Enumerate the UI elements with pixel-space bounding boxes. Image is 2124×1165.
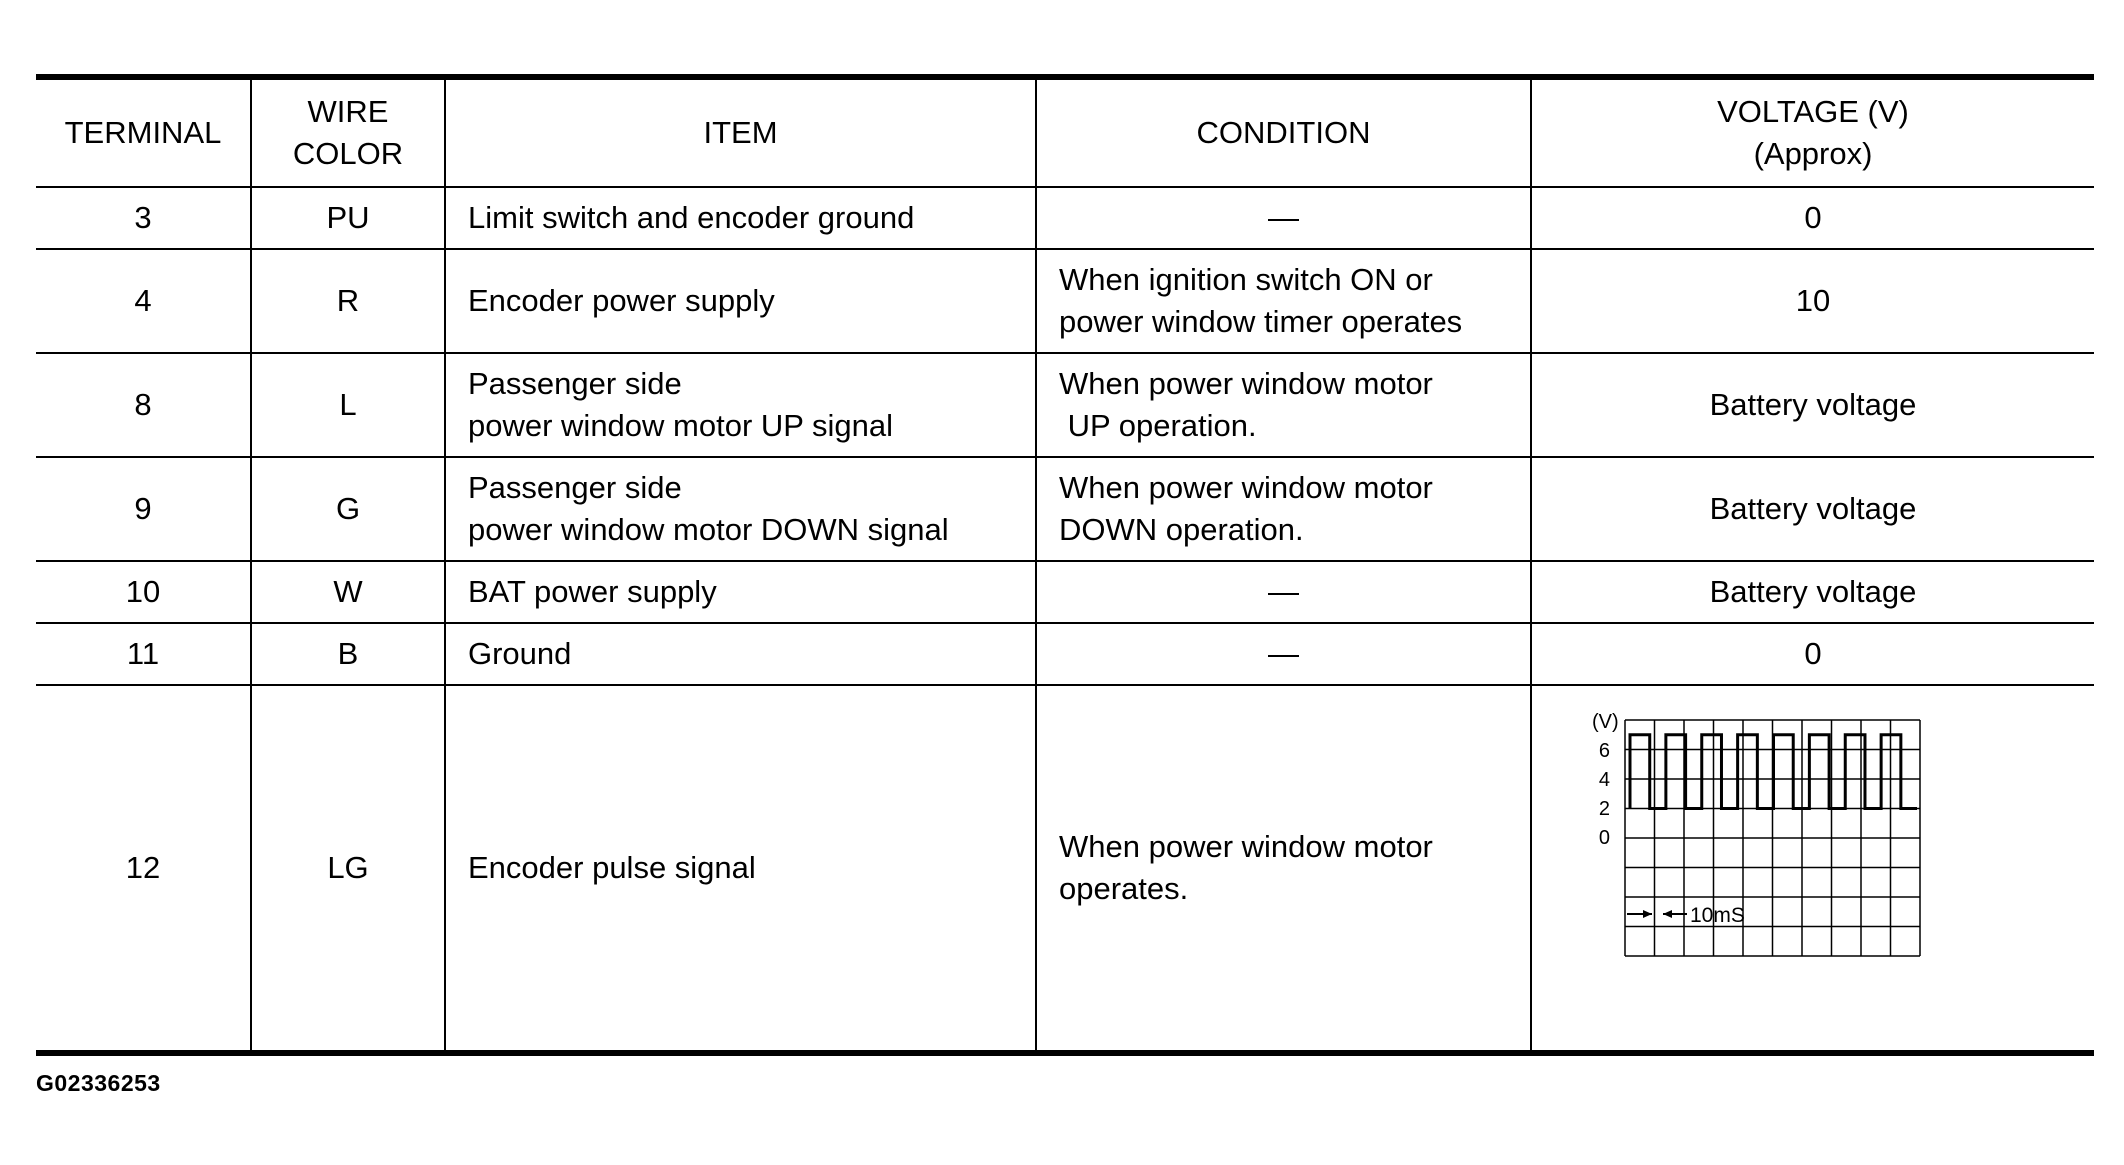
waveform-y-tick: 4 <box>1598 769 1610 791</box>
wire-color-cell: LG <box>251 685 445 1053</box>
item-cell: Passenger side power window motor DOWN signal <box>445 457 1036 561</box>
table-row <box>36 457 2094 561</box>
wire-color-cell: L <box>251 353 445 457</box>
waveform-y-tick: 0 <box>1598 827 1610 849</box>
voltage-cell: Battery voltage <box>1531 561 2094 623</box>
table-row <box>36 561 2094 623</box>
wire-color-cell: B <box>251 623 445 685</box>
condition-cell: — <box>1036 187 1531 249</box>
table-row <box>36 623 2094 685</box>
terminal-cell: 8 <box>36 353 251 457</box>
condition-cell: — <box>1036 623 1531 685</box>
terminal-cell: 12 <box>36 685 251 1053</box>
voltage-cell: Battery voltage <box>1531 457 2094 561</box>
time-scale-marker <box>1627 910 1687 918</box>
terminal-cell: 10 <box>36 561 251 623</box>
terminal-voltage-table <box>36 74 2094 1056</box>
table-row <box>36 353 2094 457</box>
item-cell: Ground <box>445 623 1036 685</box>
condition-cell: When power window motor UP operation. <box>1036 353 1531 457</box>
table-row <box>36 685 2094 1053</box>
header-wire-color: WIRE COLOR <box>251 77 445 187</box>
item-cell: Encoder power supply <box>445 249 1036 353</box>
waveform-y-tick: 6 <box>1598 740 1610 762</box>
item-cell: Limit switch and encoder ground <box>445 187 1036 249</box>
terminal-cell: 4 <box>36 249 251 353</box>
condition-cell: — <box>1036 561 1531 623</box>
waveform-unit-label: (V) <box>1592 711 1619 733</box>
pulse-waveform-trace <box>1630 735 1917 809</box>
item-cell: Encoder pulse signal <box>445 685 1036 1053</box>
terminal-cell: 9 <box>36 457 251 561</box>
terminal-cell: 3 <box>36 187 251 249</box>
encoder-pulse-waveform <box>1532 686 2095 1039</box>
item-cell: Passenger side power window motor UP signal <box>445 353 1036 457</box>
figure-id: G02336253 <box>36 1070 161 1096</box>
condition-cell: When power window motor operates. <box>1036 685 1531 1053</box>
voltage-cell: 10 <box>1531 249 2094 353</box>
header-voltage: VOLTAGE (V) (Approx) <box>1531 77 2094 187</box>
header-row <box>36 77 2094 187</box>
terminal-cell: 11 <box>36 623 251 685</box>
voltage-cell <box>1531 685 2094 1053</box>
wire-color-cell: PU <box>251 187 445 249</box>
waveform-y-tick: 2 <box>1598 798 1610 820</box>
voltage-cell: 0 <box>1531 187 2094 249</box>
wire-color-cell: W <box>251 561 445 623</box>
header-item: ITEM <box>445 77 1036 187</box>
table-row <box>36 187 2094 249</box>
condition-cell: When ignition switch ON or power window timer operates <box>1036 249 1531 353</box>
table-row <box>36 249 2094 353</box>
wire-color-cell: G <box>251 457 445 561</box>
item-cell: BAT power supply <box>445 561 1036 623</box>
voltage-cell: 0 <box>1531 623 2094 685</box>
waveform-time-label: 10mS <box>1690 904 1745 927</box>
voltage-cell: Battery voltage <box>1531 353 2094 457</box>
header-condition: CONDITION <box>1036 77 1531 187</box>
wire-color-cell: R <box>251 249 445 353</box>
specification-sheet <box>36 74 2094 1056</box>
condition-cell: When power window motor DOWN operation. <box>1036 457 1531 561</box>
header-terminal: TERMINAL <box>36 77 251 187</box>
